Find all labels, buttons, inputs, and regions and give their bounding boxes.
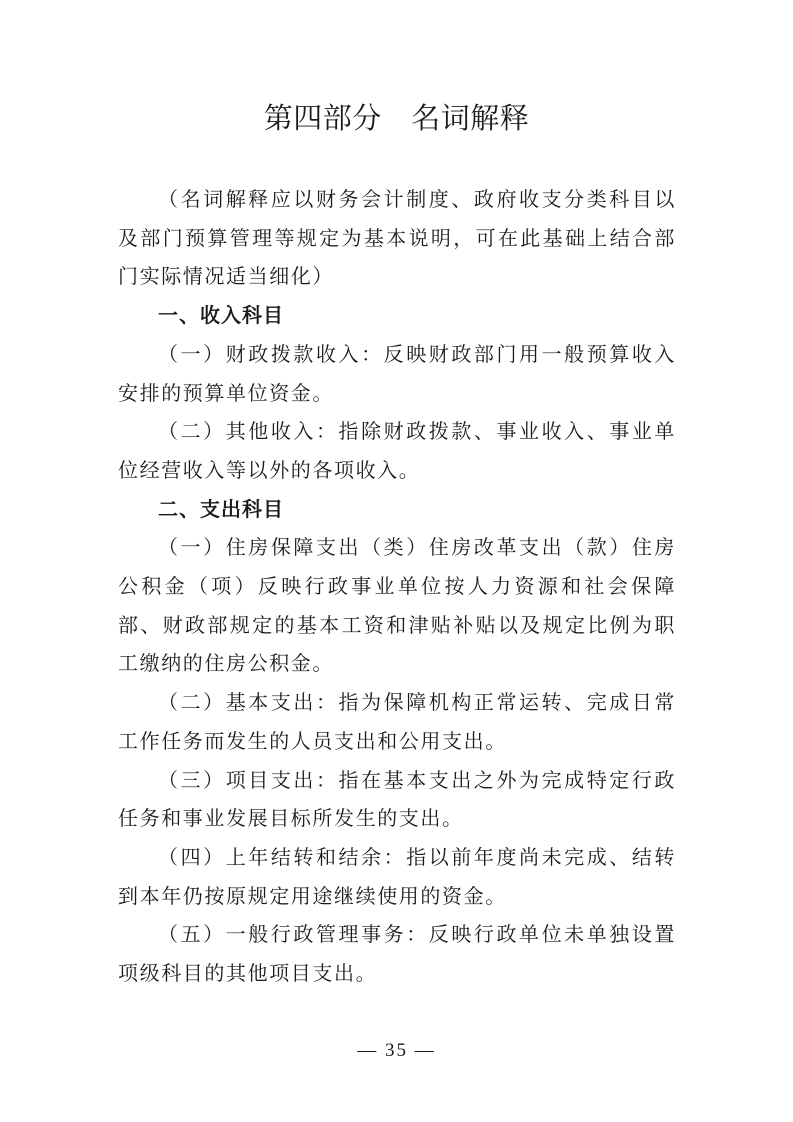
expenditure-item-3: （三）项目支出：指在基本支出之外为完成特定行政任务和事业发展目标所发生的支出。 [118,767,676,831]
income-item-2: （二）其他收入：指除财政拨款、事业收入、事业单位经营收入等以外的各项收入。 [118,419,676,482]
expenditure-item-5: （五）一般行政管理事务：反映行政单位未单独设置项级科目的其他项目支出。 [118,922,676,986]
expenditure-item-4: （四）上年结转和结余：指以前年度尚未完成、结转到本年仍按原规定用途继续使用的资金。 [118,844,676,908]
page-number: — 35 — [357,1040,436,1061]
income-item-1: （一）财政拨款收入：反映财政部门用一般预算收入安排的预算单位资金。 [118,341,676,405]
expenditure-item-2: （二）基本支出：指为保障机构正常运转、完成日常工作任务而发生的人员支出和公用支出。 [118,690,676,753]
document-body [118,180,676,993]
expenditure-item-1: （一）住房保障支出（类）住房改革支出（款）住房公积金（项）反映行政事业单位按人力资源和社会保障部、财政部规定的基本工资和津贴补贴以及规定比例为职工缴纳的住房公积金。 [118,535,676,676]
section-heading-income: 一、收入科目 [158,303,284,328]
section-heading-expenditure: 二、支出科目 [158,496,284,521]
page-title: 第四部分 名词解释 [263,101,530,135]
intro-paragraph: （名词解释应以财务会计制度、政府收支分类科目以及部门预算管理等规定为基本说明，可在此基础上结合部门实际情况适当细化） [118,187,676,289]
